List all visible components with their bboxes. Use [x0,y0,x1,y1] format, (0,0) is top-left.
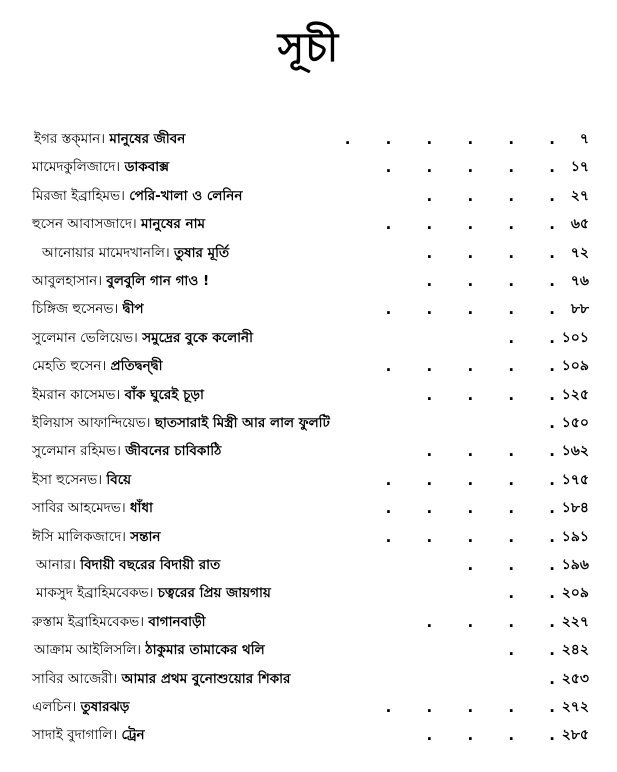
toc-entry [0,126,617,152]
toc-author: আনোয়ার মামেদখানলি। [42,244,170,261]
toc-entry [0,467,617,493]
toc-author: মামেদকুলিজাদে। [32,159,121,176]
dot-leader: . . [508,584,555,603]
toc-story-title: তুষারঝড় [80,699,130,715]
dot-leader: . . . . [426,186,555,205]
toc-story-title: আমার প্রথম বুনোশুয়োর শিকার [121,670,291,687]
toc-author: ইসা হুসেনভ। [32,471,103,488]
toc-story-title: ধাঁধা [129,500,153,517]
dot-leader: . . [508,328,555,347]
toc-story-title: বাঁক ঘুরেই চূড়া [124,386,204,403]
dot-leader: . . . . . [385,158,555,177]
toc-page-number: ২৫৩ [561,670,589,687]
toc-entry-text [32,609,206,635]
toc-entry-text [42,240,229,266]
toc-story-title: প্রতিদ্বন্দ্বী [110,358,163,375]
toc-entry [0,353,617,379]
toc-entry-text [36,580,271,606]
toc-entry-text [32,296,144,322]
toc-entry-text [32,268,209,294]
dot-leader: . . . . [426,243,555,262]
dot-leader: . . . . . [385,215,555,234]
toc-entry [0,325,617,351]
toc-entry [0,637,617,663]
toc-entry [0,438,617,464]
dot-leader: . [549,414,555,432]
toc-story-title: মানুষের নাম [141,216,205,233]
toc-entry-text [36,552,220,578]
toc-page-number: ১৫০ [561,415,589,431]
dot-leader: . . . [467,556,555,574]
dot-leader: . . [508,641,555,660]
toc-entry [0,694,617,720]
dot-leader: . . . . [426,385,555,404]
toc-author: সুলেমান ভেলিয়েভ। [32,329,138,346]
toc-entry-text [32,211,205,237]
toc-author: ইমরান কাসেমভ। [32,386,121,403]
toc-entry [0,722,617,748]
toc-entry-text [32,467,131,493]
toc-author: সাবির আহমেদভ। [32,500,126,517]
toc-entry-text [34,126,185,152]
toc-page-number: ২০৯ [561,585,589,602]
toc-page-number: ৭৬ [570,273,589,289]
toc-entry-text [32,666,290,692]
toc-page-number: ৬৫ [570,216,589,233]
toc-page-number: ১৮৪ [561,500,589,517]
dot-leader: . . . . . [385,527,555,546]
toc-page-number: ১৯৬ [561,557,589,573]
toc-entry [0,580,617,606]
toc-entry [0,268,617,294]
toc-entry-text [32,382,204,408]
toc-page-number: ২৭ [570,187,589,204]
toc-story-title: ঠাকুমার তামাকের থলি [145,642,265,659]
dot-leader: . . . . . [385,499,555,518]
dot-leader: . . . . . . [344,130,555,148]
toc-story-title: তুষার মূর্তি [174,244,230,261]
toc-story-title: জীবনের চাবিকাঠি [125,443,222,460]
toc-author: সাদাই বুদাগালি। [32,727,118,744]
dot-leader: . . . . . [385,300,555,319]
toc-page-number: ১৯১ [561,528,589,545]
toc-story-title: বাগানবাড়ী [148,613,206,630]
toc-page-number: ৭২ [570,244,589,261]
toc-page-number: ১৬২ [561,443,589,460]
dot-leader: . . . . . [385,357,555,376]
toc-entry-text [32,183,242,209]
toc-entry [0,183,617,209]
toc-author: ঈসি মালিকজাদে। [32,528,126,545]
toc-entry [0,296,617,322]
toc-entry-text [34,637,265,663]
toc-entry [0,154,617,180]
toc-story-title: পেরি-খালা ও লেনিন [129,187,243,204]
page-title: সূচী [277,25,340,71]
toc-page-number: ২২৭ [561,613,589,630]
toc-author: হুসেন আবাসজাদে। [32,216,137,233]
toc-entry [0,495,617,521]
toc-entry [0,240,617,266]
toc-entry-text [32,694,129,720]
toc-entry [0,382,617,408]
toc-entry [0,410,617,436]
toc-story-title: ছাতসারাই মিস্ত্রী আর লাল ফুলটি [154,415,330,431]
toc-page-number: ১২৫ [561,386,589,403]
dot-leader: . . . . [426,272,555,290]
toc-author: সুলেমান রহিমভ। [32,443,121,460]
toc-entry-text [32,154,169,180]
dot-leader: . . . . . [385,698,555,716]
toc-author: এলচিন। [32,699,77,715]
toc-page-number: ১৭৫ [561,471,589,488]
toc-story-title: দ্বীপ [122,301,144,318]
toc-author: মিরজা ইব্রাহিমভ। [32,187,125,204]
toc-page-number: ১০১ [561,329,589,346]
toc-author: সাবির আজেরী। [32,670,118,687]
toc-page-number: ৭ [579,131,589,147]
toc-story-title: সমুদ্রের বুকে কলোনী [142,329,253,346]
toc-entry [0,211,617,237]
toc-entry-text [32,410,330,436]
toc-page-number: ২৭২ [561,699,589,715]
toc-entry-text [32,722,145,748]
toc-story-title: সন্তান [130,528,161,545]
toc-entry-text [32,325,253,351]
toc-author: মাকসুদ ইব্রাহিমবেকভ। [36,585,154,602]
toc-entry-text [32,438,221,464]
toc-page-number: ২৮৫ [561,727,589,744]
dot-leader: . . . . . [385,470,555,489]
toc-story-title: ডাকবাক্স [124,159,170,176]
toc-page-number: ১৭ [570,159,589,176]
toc-entry [0,524,617,550]
toc-author: আনার। [36,557,76,573]
dot-leader: . . . . [426,442,555,461]
dot-leader: . [549,669,555,688]
table-of-contents [0,126,617,766]
toc-author: ইলিয়াস আফান্দিয়েভ। [32,415,151,431]
toc-author: রুস্তাম ইব্রাহিমবেকভ। [32,613,145,630]
toc-entry-text [32,353,163,379]
toc-author: চিঙ্গিজ হুসেনভ। [32,301,119,318]
dot-leader: . . . . [426,726,555,745]
toc-entry [0,609,617,635]
toc-author: ইগর স্তক্‌মান। [34,131,106,147]
toc-entry-text [32,524,161,550]
toc-author: আবুলহাসান। [32,273,103,289]
toc-story-title: চত্বরের প্রিয় জায়গায় [157,585,271,602]
toc-page-number: ২৪২ [561,642,589,659]
toc-page-number: ৮৮ [570,301,589,318]
toc-page-number: ১০৯ [561,358,589,375]
toc-entry [0,552,617,578]
toc-story-title: মানুষের জীবন [109,131,186,147]
toc-author: আক্রাম আইলিসলি। [34,642,142,659]
toc-story-title: বিদায়ী বছরের বিদায়ী রাত [80,557,221,573]
toc-entry-text [32,495,153,521]
dot-leader: . . . . [426,612,555,631]
toc-author: মেহতি হুসেন। [32,358,107,375]
toc-story-title: বিয়ে [106,471,132,488]
toc-story-title: ট্রেন [121,727,145,744]
toc-entry [0,666,617,692]
toc-story-title: বুলবুলি গান গাও ! [106,273,210,289]
